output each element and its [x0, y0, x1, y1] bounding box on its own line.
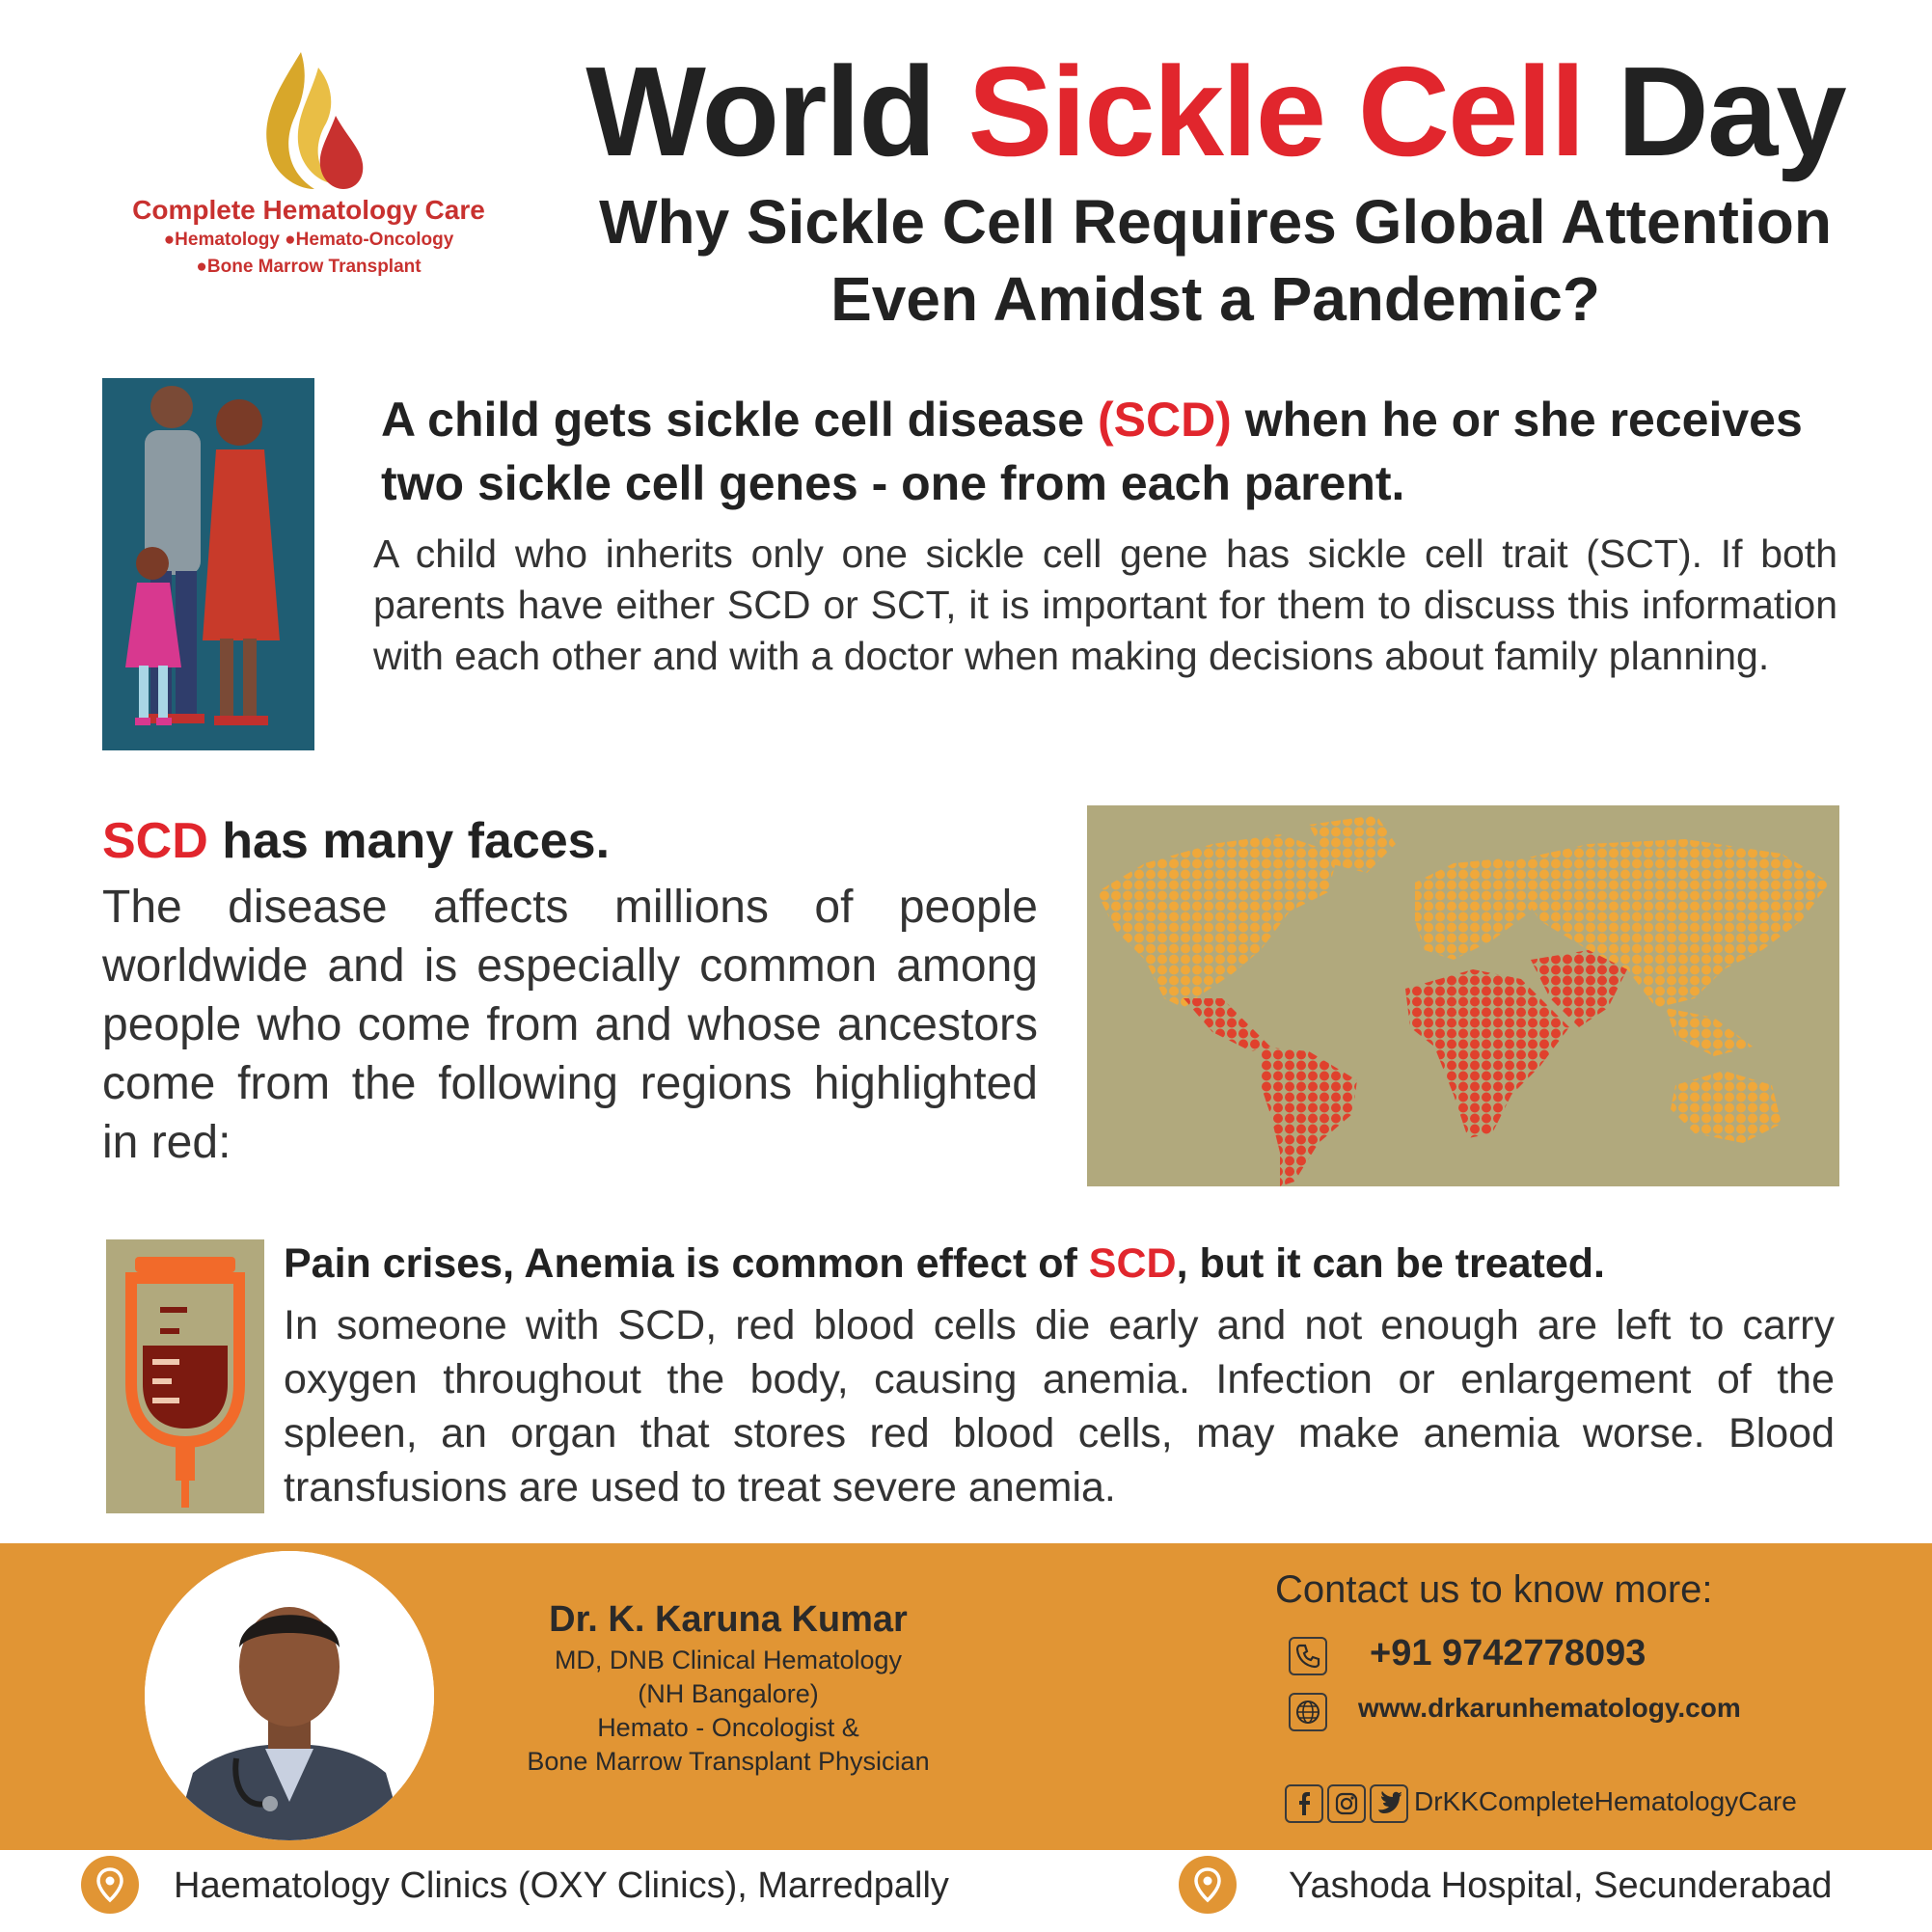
section3-body: In someone with SCD, red blood cells die early and not enough are left to carry oxygen throughout the body, causing anemia. Infection or enlargement of the spleen, an organ that stores red blood cells, may make anemia worse. Blood transfusions are used to treat severe anemia.: [284, 1302, 1835, 1510]
location-pin-icon: [1179, 1856, 1237, 1914]
location-pin-icon: [81, 1856, 139, 1914]
subtitle-line-1: Why Sickle Cell Requires Global Attention: [599, 187, 1832, 257]
section3-lead-part-3: , but it can be treated.: [1176, 1240, 1605, 1287]
world-map: [1087, 805, 1839, 1186]
location-left: Haematology Clinics (OXY Clinics), Marredpally: [174, 1865, 949, 1906]
section2-heading-rest: has many faces.: [207, 813, 611, 869]
location-right: Yashoda Hospital, Secunderabad: [1289, 1865, 1833, 1906]
logo-name: Complete Hematology Care: [132, 195, 485, 225]
blood-bag-illustration: [106, 1239, 264, 1513]
section1-lead-part-1: A child gets sickle cell disease: [381, 393, 1098, 447]
twitter-icon[interactable]: [1370, 1784, 1408, 1823]
section1-body: A child who inherits only one sickle cell gene has sickle cell trait (SCT). If both parents have either SCD or SCT, it is important for them to discuss this information with each other and with a doctor when making decisions about family planning.: [373, 531, 1837, 678]
doctor-specialty: Hemato - Oncologist &: [597, 1713, 859, 1742]
section3-lead-part-1: Pain crises, Anemia is common effect of: [284, 1240, 1089, 1287]
title-part-2: Sickle Cell: [967, 41, 1584, 182]
phone-number[interactable]: +91 9742778093: [1370, 1633, 1646, 1673]
logo-services-2: ●Bone Marrow Transplant: [196, 257, 422, 277]
website-link[interactable]: www.drkarunhematology.com: [1358, 1693, 1741, 1723]
family-illustration-icon: [102, 378, 314, 750]
doctor-qualification: MD, DNB Clinical Hematology: [554, 1646, 903, 1674]
phone-icon: [1289, 1637, 1327, 1675]
doctor-avatar: [145, 1551, 434, 1840]
title-part-1: World: [585, 41, 968, 182]
title-part-3: Day: [1583, 41, 1845, 182]
social-handle[interactable]: DrKKCompleteHematologyCare: [1414, 1786, 1797, 1816]
subtitle-line-2: Even Amidst a Pandemic?: [830, 264, 1600, 334]
family-illustration: [102, 378, 314, 750]
facebook-icon[interactable]: [1285, 1784, 1323, 1823]
section1-lead-scd: (SCD): [1097, 393, 1232, 447]
section3-lead-scd: SCD: [1088, 1240, 1177, 1287]
doctor-photo-icon: [145, 1551, 434, 1840]
flame-blood-drop-icon: [251, 48, 367, 193]
doctor-name: Dr. K. Karuna Kumar: [549, 1599, 908, 1640]
section2-heading-scd: SCD: [102, 813, 208, 869]
world-map-icon: [1087, 805, 1839, 1186]
section2-body: The disease affects millions of people worldwide and is especially common among people who come from and whose ancestors come from the following regions highlighted in red:: [102, 882, 1038, 1168]
section3-lead: [284, 1240, 1846, 1288]
section1-lead: [381, 388, 1837, 515]
globe-icon: [1289, 1693, 1327, 1731]
doctor-institution: (NH Bangalore): [638, 1679, 819, 1708]
section2-heading: [102, 812, 1048, 870]
logo: [96, 48, 521, 299]
contact-heading: Contact us to know more:: [1275, 1568, 1713, 1611]
page-subtitle: [579, 183, 1852, 338]
page-title: [579, 39, 1852, 184]
instagram-icon[interactable]: [1327, 1784, 1366, 1823]
doctor-role: Bone Marrow Transplant Physician: [527, 1747, 930, 1776]
logo-services: ●Hematology ●Hemato-Oncology: [163, 230, 454, 250]
section1-lead-part-3: when he or she receives two sickle cell genes - one from each parent.: [381, 393, 1803, 510]
blood-bag-icon: [106, 1239, 264, 1513]
